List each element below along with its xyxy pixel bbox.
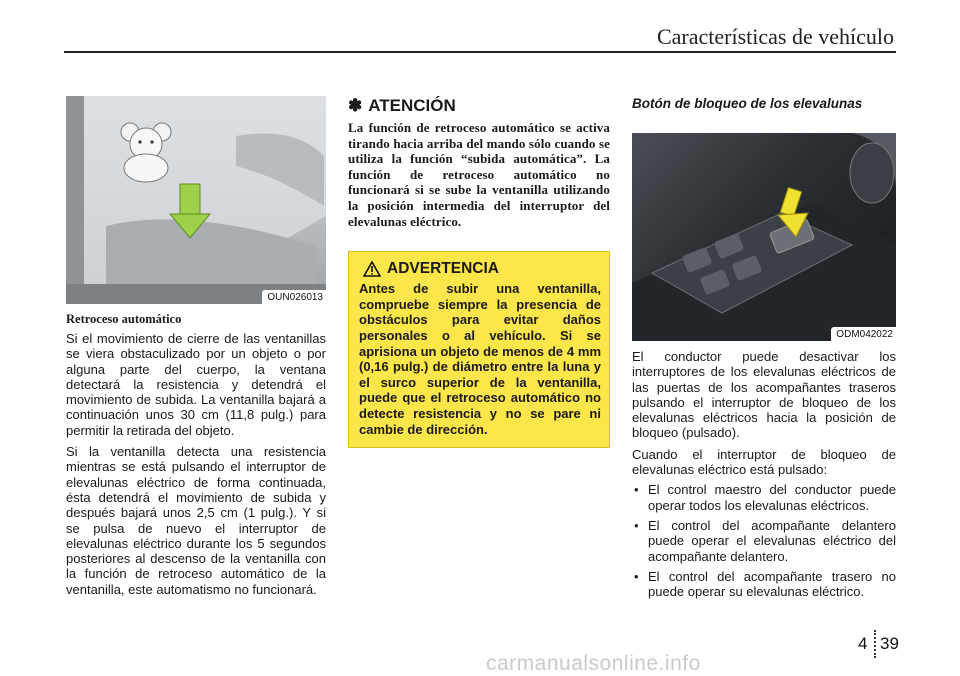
column-left bbox=[66, 96, 326, 597]
door-switch-illustration bbox=[632, 133, 896, 341]
asterisk-icon: ✽ bbox=[348, 96, 363, 115]
watermark: carmanualsonline.info bbox=[486, 652, 701, 675]
warning-box bbox=[348, 251, 610, 448]
attention-title: ATENCIÓN bbox=[368, 96, 456, 115]
warning-heading bbox=[363, 260, 601, 278]
chapter-number: 4 bbox=[858, 634, 868, 653]
header-rule bbox=[64, 51, 896, 53]
subheading-auto-reverse: Retroceso automático bbox=[66, 312, 182, 326]
paragraph: El conductor puede desactivar los interruptores de los elevalunas eléctricos de las puertas de los acompañantes traseros pulsando el interruptor de bloqueo de los elevalunas eléctricos hacia la posición de bloqueo (pulsado). bbox=[632, 349, 896, 441]
attention-heading bbox=[348, 96, 610, 116]
attention-text: La función de retroceso automático se activa tirando hacia arriba del mando sólo cuando se utiliza la función “subida automática”. La función de retroceso automático no funcionará si se sube la ventanilla utilizando la posición intermedia del interruptor del elevalunas eléctrico. bbox=[348, 120, 610, 229]
page-number: 39 bbox=[880, 634, 899, 653]
warning-title: ADVERTENCIA bbox=[387, 260, 499, 278]
paragraph: Cuando el interruptor de bloqueo de elevalunas eléctrico está pulsado: bbox=[632, 446, 896, 478]
figure-window-obstruction bbox=[66, 96, 326, 304]
figure-code: OUN026013 bbox=[262, 290, 326, 304]
column-middle bbox=[348, 96, 610, 448]
paragraph: Si la ventanilla detecta una resistencia mientras se está pulsando el interruptor de elevalunas eléctrico de forma continuada, ésta detendrá el movimiento de subida y después bajará unos 2,5 cm (1 pulg.). Y si se pulsa de nuevo el interruptor de elevalunas eléctrico durante los 5 segundos posteriores al descenso de la ventanilla con la función de retroceso automático de la ventanilla, este automatismo no funcionará. bbox=[66, 444, 326, 597]
running-header-title: Características de vehículo bbox=[656, 24, 894, 49]
figure-window-lock-button bbox=[632, 133, 896, 341]
section-title: Botón de bloqueo de los elevalunas bbox=[632, 96, 863, 111]
list-item-text: El control maestro del conductor puede operar todos los elevalunas eléctricos. bbox=[648, 482, 896, 513]
list-item: • El control del acompañante trasero no puede operar su elevalunas eléctrico. bbox=[634, 568, 896, 600]
list-item: • El control del acompañante delantero puede operar el elevalunas eléctrico del acompañante delantero. bbox=[634, 517, 896, 564]
list-item-text: El control del acompañante trasero no puede operar su elevalunas eléctrico. bbox=[648, 568, 896, 600]
window-illustration bbox=[66, 96, 326, 304]
warning-triangle-icon bbox=[363, 261, 381, 277]
warning-text: Antes de subir una ventanilla, compruebe siempre la presencia de obstáculos para evitar daños personales o al vehículo. Si se aprisiona un objeto de menos de 4 mm (0,16 pulg.) de diámetro entre la luna y el surco superior de la ventanilla, puede que el retroceso automático no detecte resistencia y no se pare ni cambie de dirección. bbox=[359, 281, 601, 437]
list-item-text: El control del acompañante delantero puede operar el elevalunas eléctrico del acompañante delantero. bbox=[648, 517, 896, 564]
page-number-separator bbox=[874, 630, 876, 658]
list-item: • El control maestro del conductor puede operar todos los elevalunas eléctricos. bbox=[634, 482, 896, 513]
paragraph: Si el movimiento de cierre de las ventanillas se viera obstaculizado por un objeto o por alguna parte del cuerpo, la ventana detectará la resistencia y detendrá el movimiento de subida. La ventanilla bajará a continuación unos 30 cm (11,8 pulg.) para permitir la retirada del objeto. bbox=[66, 331, 326, 438]
column-right bbox=[632, 96, 896, 599]
bullet-list bbox=[632, 482, 896, 599]
figure-code: ODM042022 bbox=[831, 327, 896, 341]
